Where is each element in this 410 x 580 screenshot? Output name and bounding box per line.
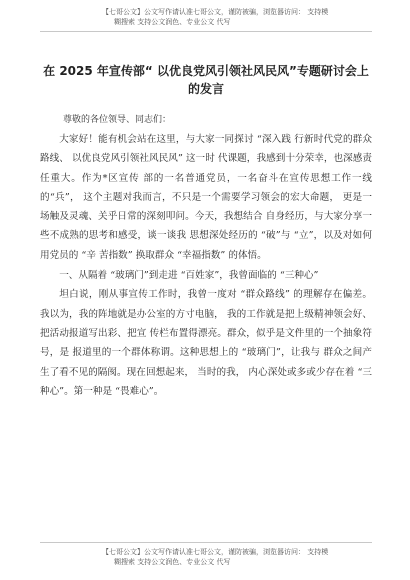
page-header: [102, 7, 402, 27]
section-heading: 一、从隔着 “玻璃门”到走进 “百姓家”，我曾面临的 “三种心”: [59, 270, 319, 282]
document-title: 在 2025 年宣传部“ 以优良党风引领社风民风”专题研讨会上的发言: [43, 64, 369, 96]
header-line-1: 【七哥公文】公文写作请认准七哥公文，谨防被骗，浏览器访问： 支持模: [102, 8, 329, 16]
footer-divider: [40, 542, 372, 543]
document-body: [40, 130, 372, 401]
paragraph-intro: 大家好！能有机会站在这里，与大家一同探讨 “深入践 行新时代党的群众路线、 以优良党风引领社风民风” 这一时 代课题，我感到十分荣幸，也深感责任重大。作为*区宣传 部的一名普通党员，一名奋斗在宣传思想工作一线的“兵”， 这个主题对我而言，不只是一个需要学习领会的宏大命题， 更是一场触及灵魂、关乎日常的深刻叩问。今天，我想结合 自身经历，与大家分享一些不成熟的思考和感受，谈一谈我 思想深处经历的 “破”与 “立”，以及对如何用党员的 “辛 苦指数” 换取群众 “幸福指数” 的体悟。: [40, 134, 372, 261]
page-footer: [102, 547, 402, 567]
footer-line-2: 糊搜索 支持公文润色、专业公文 代写: [114, 558, 231, 566]
paragraph-section-1: 坦白说，刚从事宣传工作时，我曾一度对 “群众路线” 的理解存在偏差。我以为，我的阵地就是办公室的方寸电脑， 我的工作就是把上级精神领会好、把活动报道写出彩、把宣 传栏布置得漂亮。群众，似乎是文件里的一个抽象符号，是 报道里的一个群体称谓。这种思想上的 “玻璃门”，让我与 群众之间产生了看不见的隔阂。现在回想起来， 当时的我， 内心深处或多或少存在着 “三种心”。第一种是 “畏难心”。: [40, 289, 372, 397]
footer-line-1: 【七哥公文】公文写作请认准七哥公文，谨防被骗，浏览器访问： 支持模: [102, 548, 329, 556]
header-line-2: 糊搜索 支持公文润色、专业公文 代写: [114, 18, 231, 26]
header-divider: [40, 31, 372, 32]
salutation: 尊敬的各位领导、同志们：: [63, 115, 172, 125]
